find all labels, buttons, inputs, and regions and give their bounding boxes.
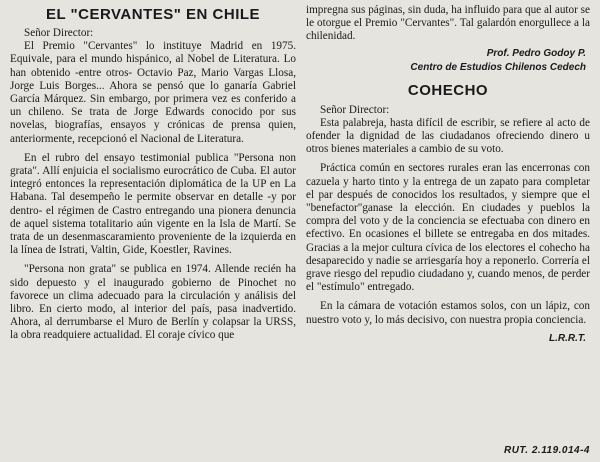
signature-organization: Centro de Estudios Chilenos Cedech [410, 61, 586, 73]
letter-paragraph: Esta palabreja, hasta difícil de escribir, se refiere al acto de ofender la dignidad de las ciudadanos ofreciendo dinero u otros bienes materiales a cambio de su voto. [306, 116, 590, 156]
letter-paragraph: En el rubro del ensayo testimonial publica "Persona non grata". Allí enjuicia el socialismo eurocrático de Cuba. El autor integró entonces la representación diplomática de la UP en La Habana. Tal desempeño le permite observar en detalle -y por dentro- el régimen de Castro entregando una pionera denuncia de aquel sistema totalitario aún vigente en la Isla de Martí. Se trata de un desenmascaramiento proveniente de la izquierda en la línea de Istrati, Valtin, Gide, Koestler, Ravines. [10, 151, 296, 257]
letter-paragraph: En la cámara de votación estamos solos, con un lápiz, con nuestro voto y, lo más decisivo, con nuestra propia conciencia. [306, 300, 590, 326]
letter-salutation: Señor Director: [24, 27, 94, 39]
letter-title-cervantes: EL "CERVANTES" EN CHILE [45, 6, 261, 23]
letter-paragraph: "Persona non grata" se publica en 1974. Allende recién ha sido depuesto y el inaugurado gobierno de Pinochet no favorece un clima adecuado para la circulación y análisis del libro. En cierto modo, al interior del país, pasa inadvertido. Ahora, al derrumbarse el Muro de Berlín y colapsar la URSS, la obra readquiere actualidad. El coraje cívico que [10, 263, 296, 342]
right-column [306, 0, 590, 344]
left-column [10, 0, 296, 343]
letter-continuation: impregna sus páginas, sin duda, ha influido para que al autor se le otorgue el Premio "Cervantes". Tal galardón enorgullece a la chilenidad. [306, 4, 590, 43]
rut-reference: RUT. 2.119.014-4 [503, 445, 590, 456]
letter-paragraph: Práctica común en sectores rurales eran las encerronas con cazuela y harto tinto y la entrega de un zapato para completar el par después de conocidos los resultados, y siempre que el "benefactor"ganase la elección. En ciudades y pueblos la compra del voto y de la conciencia se efectuaba con dinero en efectivo. En ocasiones el billete se entregaba en dos mitades. Gracias a la mejor cultura cívica de los electores el cohecho ha desaparecido y nadie se arriesgaría hoy a reponerlo. Correría el grave riesgo del repudio ciudadano y, cuando menos, de perder el "estímulo" entregado. [306, 162, 590, 294]
signature-initials: L.R.R.T. [548, 332, 586, 344]
signature-name: Prof. Pedro Godoy P. [486, 47, 586, 59]
letter-title-cohecho: COHECHO [407, 81, 489, 99]
letter-paragraph: El Premio "Cervantes" lo instituye Madrid en 1975. Equivale, para el mundo hispánico, al Nobel de Literatura. Lo han obtenido -entre otros- Octavio Paz, Mario Vargas Llosa, Jorge Luis Borges... Ahora se pensó que lo ganaría Gabriel García Márquez. Sin embargo, por primera vez es conferido a un chileno. Se trata de Jorge Edwards conocido por sus novelas, biografías, ensayos y crónicas de prensa quien, anteriormente, recepcionó el Nacional de Literatura. [10, 40, 296, 145]
letter-salutation: Señor Director: [320, 103, 390, 116]
